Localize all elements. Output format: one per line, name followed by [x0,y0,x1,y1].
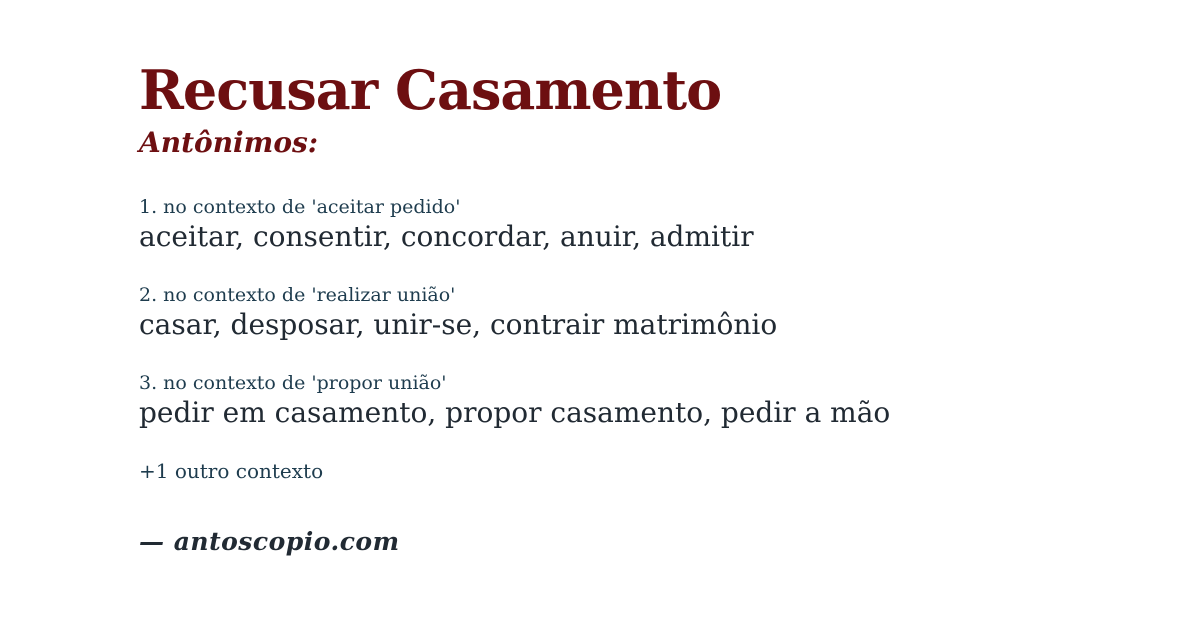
antonyms-card [139,58,1139,557]
antonyms-heading: Antônimos: [139,125,319,159]
antonyms-list-2: casar, desposar, unir-se, contrair matrimônio [139,308,778,342]
antonym-section [139,195,1139,255]
antonym-section [139,283,1139,343]
site-attribution: — antoscopio.com [139,527,400,557]
antonym-section [139,371,1139,431]
antonyms-list-1: aceitar, consentir, concordar, anuir, admitir [139,220,754,254]
antonyms-list-3: pedir em casamento, propor casamento, pedir a mão [139,396,891,430]
more-contexts-label: +1 outro contexto [139,459,324,484]
page-title: Recusar Casamento [139,58,722,122]
context-label-2: 2. no contexto de 'realizar união' [139,284,456,307]
context-label-3: 3. no contexto de 'propor união' [139,372,447,395]
context-label-1: 1. no contexto de 'aceitar pedido' [139,196,461,219]
